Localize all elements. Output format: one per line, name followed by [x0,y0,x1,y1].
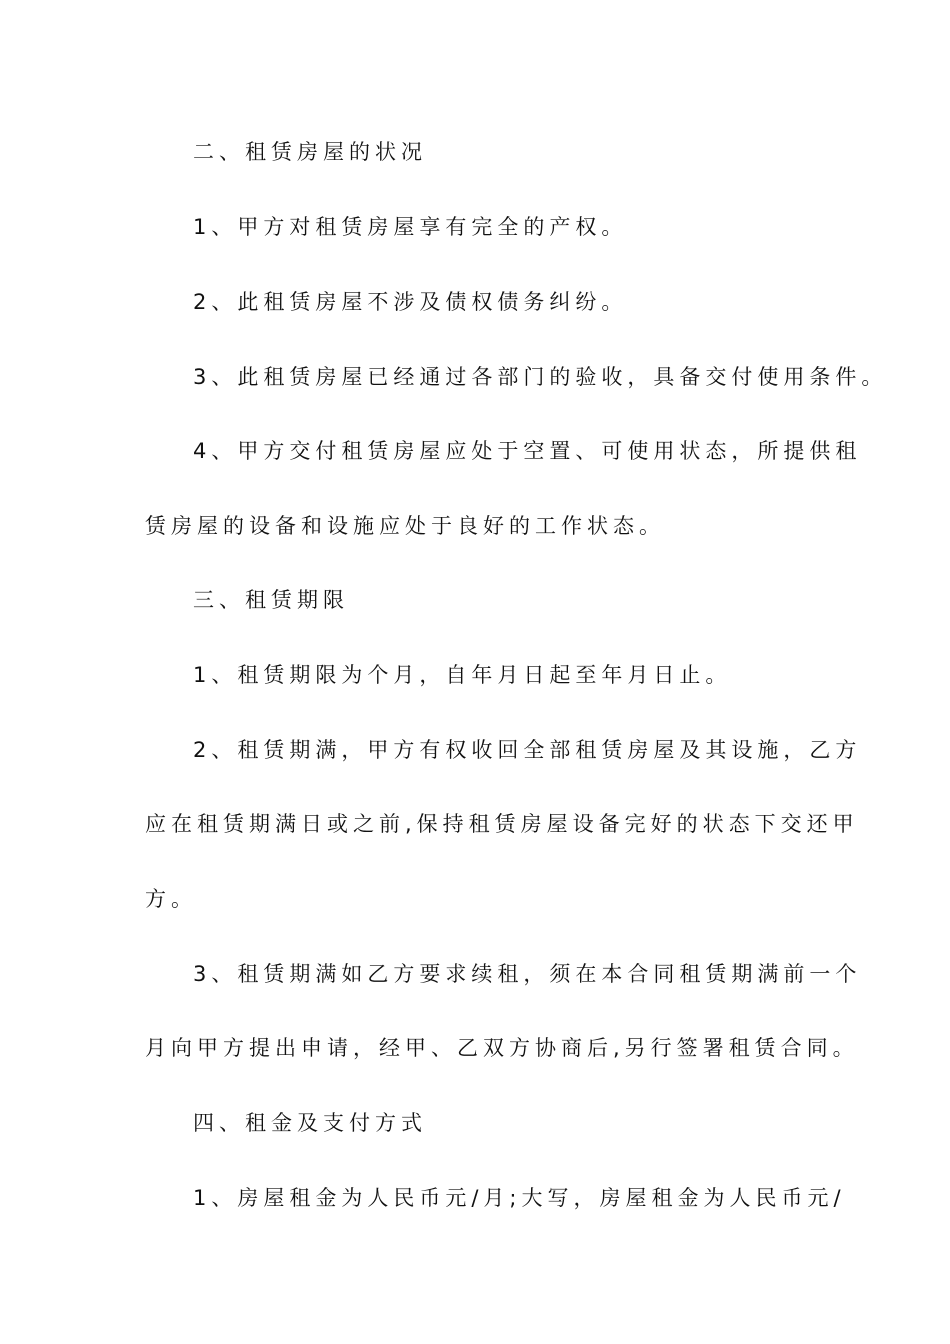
paragraph-line: 1、甲方对租赁房屋享有完全的产权。 [193,215,628,239]
paragraph-line: 3、租赁期满如乙方要求续租，须在本合同租赁期满前一个 [193,962,862,986]
paragraph-line: 4、甲方交付租赁房屋应处于空置、可使用状态，所提供租 [193,439,862,463]
paragraph-line: 1、租赁期限为个月，自年月日起至年月日止。 [193,663,732,687]
paragraph-line: 3、此租赁房屋已经通过各部门的验收，具备交付使用条件。 [193,365,888,389]
paragraph-line: 赁房屋的设备和设施应处于良好的工作状态。 [145,514,665,538]
paragraph-line: 2、租赁期满，甲方有权收回全部租赁房屋及其设施，乙方 [193,738,862,762]
section-heading-4: 四、租金及支付方式 [193,1111,427,1135]
section-heading-2: 二、租赁房屋的状况 [193,140,427,164]
paragraph-line: 方。 [145,887,197,911]
paragraph-line: 应在租赁期满日或之前,保持租赁房屋设备完好的状态下交还甲 [145,812,859,836]
paragraph-line: 2、此租赁房屋不涉及债权债务纠纷。 [193,290,628,314]
paragraph-line: 1、房屋租金为人民币元/月;大写，房屋租金为人民币元/ [193,1186,846,1210]
paragraph-line: 月向甲方提出申请，经甲、乙双方协商后,另行签署租赁合同。 [145,1036,859,1060]
section-heading-3: 三、租赁期限 [193,588,349,612]
